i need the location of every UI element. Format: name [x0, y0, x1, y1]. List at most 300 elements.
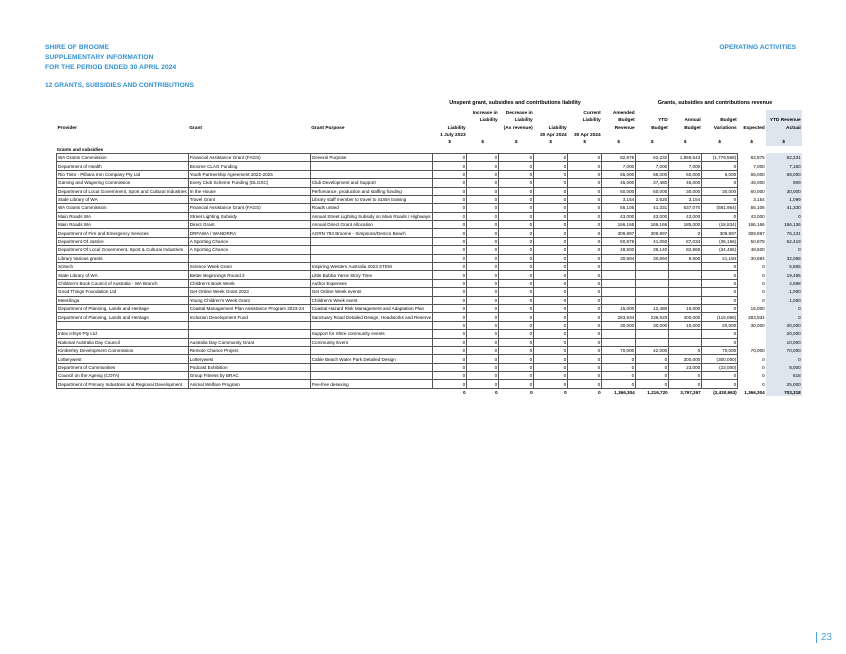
table-cell: 0 [433, 221, 467, 229]
table-cell [636, 288, 669, 296]
table-cell: Kimberley Development Commission [57, 346, 189, 354]
table-cell: 166,166 [748, 222, 765, 228]
table-cell: 0 [534, 363, 568, 371]
table-cell: 0 [433, 380, 467, 388]
table-cell: 0 [636, 380, 669, 388]
table-cell: 0 [702, 212, 738, 220]
table-cell [310, 162, 433, 170]
table-cell: 0 [636, 363, 669, 371]
table-cell: 0 [499, 221, 534, 229]
table-cell: 0 [766, 355, 802, 363]
table-cell: 0 [467, 195, 499, 203]
column-header: 30 Apr 2024 [539, 132, 567, 138]
table-cell: 0 [762, 356, 765, 362]
table-cell: Department Of Justice [57, 237, 189, 245]
table-cell [669, 263, 702, 271]
table-cell: 0 [568, 380, 602, 388]
table-cell: Travel Grant [188, 195, 310, 203]
section-label: Grants and subsidies [56, 146, 104, 152]
table-cell: (36,156) [702, 237, 738, 245]
column-header: (As revenue) [503, 125, 533, 131]
table-cell: Perfomance, production and staffing funding [310, 187, 433, 195]
table-cell: 0 [467, 229, 499, 237]
table-cell: 0 [467, 162, 499, 170]
table-cell: 3,154 [669, 195, 702, 203]
table-cell: 0 [534, 162, 568, 170]
column-header: Budget [618, 118, 635, 124]
table-cell: 0 [766, 313, 802, 321]
table-cell: 0 [568, 313, 602, 321]
table-cell: (1,776,568) [702, 153, 738, 161]
table-cell: 283,934 [602, 313, 636, 321]
column-header: 1 July 2023 [440, 132, 466, 138]
table-cell: 0 [568, 263, 602, 271]
table-cell: 45,000 [669, 179, 702, 187]
table-row [57, 170, 802, 178]
table-cell: 0 [702, 296, 738, 304]
column-header [602, 132, 636, 139]
table-cell: 0 [499, 296, 534, 304]
table-cell: 0 [534, 195, 568, 203]
table-cell: 0 [534, 263, 568, 271]
table-cell: 0 [568, 187, 602, 195]
table-cell: Main Roads WA [57, 212, 189, 220]
table-cell: 1,000 [766, 288, 802, 296]
table-cell: 309,897 [748, 230, 765, 236]
table-row [57, 346, 802, 354]
table-cell: Club Development and Support [310, 179, 433, 187]
column-header [738, 117, 766, 124]
table-cell: 0 [433, 170, 467, 178]
table-cell: 0 [499, 229, 534, 237]
table-cell: 9,500 [669, 254, 702, 262]
table-cell: 0 [766, 212, 802, 220]
table-cell: 0 [568, 170, 602, 178]
table-cell: Group Fitness by BRAC [188, 372, 310, 380]
table-cell: 0 [467, 296, 499, 304]
table-cell: 70,000 [750, 348, 765, 354]
column-header: Grant Purpose [311, 125, 345, 131]
total-cell: 1,366,304 [614, 390, 635, 396]
table-cell: Fee-free desexing [310, 380, 433, 388]
column-header [310, 139, 433, 146]
table-cell: WA Grants Commission [57, 153, 189, 161]
table-cell: 45,000 [750, 180, 765, 186]
table-cell: 0 [433, 246, 467, 254]
table-cell: (34,466) [702, 246, 738, 254]
table-cell: 0 [499, 246, 534, 254]
table-cell: 87,034 [669, 237, 702, 245]
table-row [57, 204, 802, 212]
table-cell: 5,865 [766, 263, 802, 271]
table-cell: 0 [499, 187, 534, 195]
table-cell: 0 [433, 254, 467, 262]
table-cell: 0 [499, 153, 534, 161]
table-cell: Children's Book Week [188, 279, 310, 287]
table-cell: 42,000 [636, 346, 669, 354]
table-cell: 10,000 [669, 321, 702, 329]
table-cell: Scitech [57, 263, 189, 271]
column-header: $ [583, 139, 587, 145]
table-cell: 0 [534, 288, 568, 296]
table-cell: 0 [669, 372, 702, 380]
table-row [57, 355, 802, 363]
table-cell: 0 [702, 162, 738, 170]
totals-row [57, 388, 802, 396]
column-header: Decrease in [505, 111, 533, 117]
column-header [467, 124, 499, 131]
table-cell: 0 [568, 153, 602, 161]
table-cell: Good Things Foundation Ltd [57, 288, 189, 296]
table-cell: 10,000 [766, 338, 802, 346]
table-cell: 7,000 [602, 162, 636, 170]
table-cell: 0 [762, 364, 765, 370]
table-row [57, 338, 802, 346]
column-header [57, 110, 189, 117]
table-cell: (581,964) [702, 204, 738, 212]
table-cell: (116,066) [702, 313, 738, 321]
table-cell: 0 [766, 246, 802, 254]
table-cell [602, 279, 636, 287]
table-cell: Department of Health [57, 162, 189, 170]
table-cell: 0 [433, 338, 467, 346]
table-cell: 0 [568, 296, 602, 304]
table-cell [310, 254, 433, 262]
table-row [57, 162, 802, 170]
table-cell: Street Lighting Subsidy [188, 212, 310, 220]
table-cell: 185,000 [669, 221, 702, 229]
table-cell: 65,000 [750, 171, 765, 177]
table-cell: 68,000 [766, 170, 802, 178]
column-header: Budget [651, 125, 668, 131]
table-cell: 4,698 [766, 279, 802, 287]
total-cell [188, 388, 310, 396]
table-cell: 0 [534, 380, 568, 388]
column-header [433, 110, 467, 117]
table-cell: 0 [669, 229, 702, 237]
table-cell: 0 [568, 162, 602, 170]
table-cell: General Purpose [310, 153, 433, 161]
report-subtitle: SUPPLEMENTARY INFORMATION [45, 54, 154, 61]
table-cell: Remote Chance Project [188, 346, 310, 354]
table-cell: 30,694 [602, 254, 636, 262]
column-header [310, 117, 433, 124]
table-cell: Lotterywest [188, 355, 310, 363]
table-cell: 0 [702, 372, 738, 380]
table-cell: 0 [433, 187, 467, 195]
table-cell: 0 [467, 363, 499, 371]
table-cell [669, 296, 702, 304]
table-cell: 637,070 [669, 204, 702, 212]
column-header: $ [766, 139, 802, 146]
table-cell: (23,000) [702, 363, 738, 371]
column-header [766, 132, 802, 139]
table-cell: 0 [467, 338, 499, 346]
table-cell: 0 [499, 279, 534, 287]
table-row [57, 195, 802, 203]
table-row [57, 313, 802, 321]
table-cell: 0 [568, 204, 602, 212]
table-cell: 0 [534, 313, 568, 321]
table-row [57, 304, 802, 312]
table-cell [669, 338, 702, 346]
table-cell: 0 [602, 363, 636, 371]
table-cell: Children's Book Council of Australia - WA Branch [57, 279, 189, 287]
table-cell: 0 [762, 289, 765, 295]
table-cell: 0 [433, 271, 467, 279]
column-header [669, 110, 702, 117]
table-cell: 0 [433, 304, 467, 312]
table-cell: 0 [433, 204, 467, 212]
table-cell: 0 [568, 330, 602, 338]
table-cell: 0 [702, 288, 738, 296]
table-cell: Department Of Local Government, Sport & Cultural Industries [57, 246, 189, 254]
grants-table [56, 110, 802, 396]
table-cell: Get Online Week events [310, 288, 433, 296]
table-cell: Every Club Scheme Funding (DLGSC) [188, 179, 310, 187]
table-cell: 30,000 [669, 187, 702, 195]
table-cell: 3,154 [602, 195, 636, 203]
table-row [57, 187, 802, 195]
column-header: $ [617, 139, 621, 145]
table-cell: 0 [467, 355, 499, 363]
table-cell: Library staff member to travel to SLWA training [310, 195, 433, 203]
table-cell: 0 [467, 221, 499, 229]
table-cell: 8,000 [766, 363, 802, 371]
table-cell: 0 [467, 372, 499, 380]
table-cell: 0 [433, 330, 467, 338]
table-cell: 0 [499, 346, 534, 354]
table-cell: In the House [188, 187, 310, 195]
table-cell: 0 [534, 279, 568, 287]
table-cell: 0 [534, 338, 568, 346]
table-cell: 23,000 [669, 363, 702, 371]
table-cell: 37,480 [636, 179, 669, 187]
table-cell: 70,000 [702, 346, 738, 354]
table-cell: 0 [499, 338, 534, 346]
table-cell: 0 [534, 212, 568, 220]
table-cell: 30,694 [636, 254, 669, 262]
table-cell: 48,500 [750, 247, 765, 253]
table-row [57, 237, 802, 245]
column-header [766, 110, 802, 117]
table-cell: 0 [433, 355, 467, 363]
total-cell: 3,797,267 [680, 390, 701, 396]
table-cell: 41,330 [766, 204, 802, 212]
table-cell: Sanctuary Road Detailed Design, Headworks and Reserve [311, 314, 432, 320]
table-cell: 30,000 [702, 187, 738, 195]
table-cell: 50,878 [750, 239, 765, 245]
table-cell: 0 [534, 170, 568, 178]
table-cell: 0 [499, 330, 534, 338]
table-cell [57, 321, 189, 329]
column-header [738, 110, 766, 117]
table-cell: 0 [467, 237, 499, 245]
table-cell: 60,000 [750, 188, 765, 194]
table-cell: 0 [534, 254, 568, 262]
table-cell: 19,495 [766, 271, 802, 279]
header-row [57, 139, 802, 146]
total-cell [57, 388, 189, 396]
table-cell: 0 [568, 271, 602, 279]
table-cell: AGRN 793 Broome - Simpsons/Demco Beach [310, 229, 433, 237]
table-cell: 0 [568, 229, 602, 237]
table-cell: 0 [568, 304, 602, 312]
table-cell [636, 279, 669, 287]
table-cell [188, 330, 310, 338]
table-cell: 0 [534, 204, 568, 212]
table-cell: 0 [568, 363, 602, 371]
table-cell: Main Roads WA [57, 221, 189, 229]
report-period: FOR THE PERIOD ENDED 30 APRIL 2024 [45, 64, 177, 71]
table-cell: 55,106 [602, 204, 636, 212]
table-cell: 30,000 [766, 187, 802, 195]
table-cell [602, 338, 636, 346]
column-header: Expected [743, 125, 765, 131]
table-cell: 0 [433, 346, 467, 354]
table-cell [188, 254, 310, 262]
table-cell: 0 [433, 288, 467, 296]
column-header [669, 132, 702, 139]
table-cell: 5,000 [702, 170, 738, 178]
column-header [702, 110, 738, 117]
table-cell: 82,975 [750, 155, 765, 161]
table-cell: 0 [467, 263, 499, 271]
table-cell: 0 [467, 321, 499, 329]
table-cell: 0 [534, 237, 568, 245]
table-cell: Support for Shire community events [310, 330, 433, 338]
table-cell: Meerilinga [57, 296, 189, 304]
table-cell [669, 288, 702, 296]
column-header: Revenue [614, 125, 635, 131]
column-header: $ [481, 139, 485, 145]
table-cell: 0 [702, 380, 738, 388]
table-cell: 25,000 [766, 380, 802, 388]
table-cell: Cable Beach Water Park Detailed Design [310, 355, 433, 363]
column-header: YTD [658, 118, 668, 124]
table-cell: 0 [467, 212, 499, 220]
table-cell: 7,000 [669, 162, 702, 170]
header-row [57, 124, 802, 131]
table-cell: 309,897 [602, 229, 636, 237]
table-cell: 41,331 [636, 204, 669, 212]
table-cell: Community Event [310, 338, 433, 346]
table-cell: 0 [534, 346, 568, 354]
table-cell: 0 [499, 363, 534, 371]
column-header: Provider [57, 125, 77, 131]
table-cell: 0 [762, 264, 765, 270]
table-cell: 45,000 [602, 179, 636, 187]
table-cell: 236,620 [636, 313, 669, 321]
total-cell: 0 [564, 390, 567, 396]
table-cell: 1,099 [766, 195, 802, 203]
table-cell: 32,068 [766, 254, 802, 262]
column-header: $ [549, 139, 553, 145]
table-cell: 0 [602, 380, 636, 388]
column-header: Current [583, 111, 601, 117]
table-cell: 30,000 [602, 321, 636, 329]
header-row [57, 117, 802, 124]
table-cell: 0 [499, 304, 534, 312]
column-header: YTD Revenue [766, 117, 802, 124]
table-cell: 0 [467, 179, 499, 187]
table-cell [669, 271, 702, 279]
table-cell [310, 346, 433, 354]
table-row [57, 246, 802, 254]
table-row [57, 380, 802, 388]
table-cell: 0 [568, 338, 602, 346]
table-row [57, 363, 802, 371]
column-header [534, 117, 568, 124]
table-cell: 0 [499, 237, 534, 245]
total-cell: 0 [530, 390, 533, 396]
table-cell [738, 338, 766, 346]
table-cell: 0 [766, 304, 802, 312]
table-cell: 0 [568, 221, 602, 229]
table-cell: 7,000 [636, 162, 669, 170]
table-cell: 0 [433, 153, 467, 161]
table-cell [602, 263, 636, 271]
column-header: Actual [766, 124, 802, 131]
table-cell: 41,060 [636, 237, 669, 245]
table-cell: State Library of WA [57, 271, 189, 279]
table-cell: 0 [568, 288, 602, 296]
table-cell: WA Grants Commission [57, 204, 189, 212]
column-header [738, 132, 766, 139]
table-cell [188, 321, 310, 329]
table-cell: 0 [467, 246, 499, 254]
table-cell: 0 [499, 355, 534, 363]
table-cell: 166,136 [766, 221, 802, 229]
table-cell: 0 [467, 288, 499, 296]
table-cell: Young Children's Week Grant [188, 296, 310, 304]
table-cell: Council on the Ageing (COTA) [57, 372, 189, 380]
table-cell: 0 [702, 304, 738, 312]
table-cell: Department of Communities [57, 363, 189, 371]
table-row [57, 296, 802, 304]
table-cell: 0 [702, 338, 738, 346]
column-header: Liability [582, 118, 601, 124]
table-cell: 0 [467, 380, 499, 388]
table-cell: 0 [534, 179, 568, 187]
table-cell: Department of Primary Industries and Regional Development [57, 380, 189, 388]
table-row [57, 271, 802, 279]
total-cell: 703,318 [766, 388, 802, 396]
total-cell: 0 [463, 390, 466, 396]
table-cell: 0 [702, 195, 738, 203]
column-header [188, 132, 310, 139]
table-cell: Library Various grants [57, 254, 189, 262]
header-row [57, 132, 802, 139]
table-cell: 0 [534, 153, 568, 161]
table-cell [310, 321, 433, 329]
table-cell: Inspiring Western Australia 2023 STEM [310, 263, 433, 271]
table-cell [636, 296, 669, 304]
table-cell: 300,000 [669, 355, 702, 363]
table-cell: 0 [499, 372, 534, 380]
table-cell: Department of Planning, Lands and Heritage [57, 304, 189, 312]
table-cell: 65,000 [636, 170, 669, 178]
table-cell: 0 [499, 170, 534, 178]
table-cell: 0 [534, 321, 568, 329]
table-cell: 0 [534, 271, 568, 279]
table-cell: Financial Assistance Grant (FAGS) [188, 204, 310, 212]
column-header: $ [683, 139, 687, 145]
table-cell: Inclusion Development Fund [188, 313, 310, 321]
table-cell: Rio Tinto - Pilbara Iron Company Pty Ltd [57, 170, 189, 178]
table-row [57, 179, 802, 187]
table-cell: 30,694 [750, 255, 765, 261]
